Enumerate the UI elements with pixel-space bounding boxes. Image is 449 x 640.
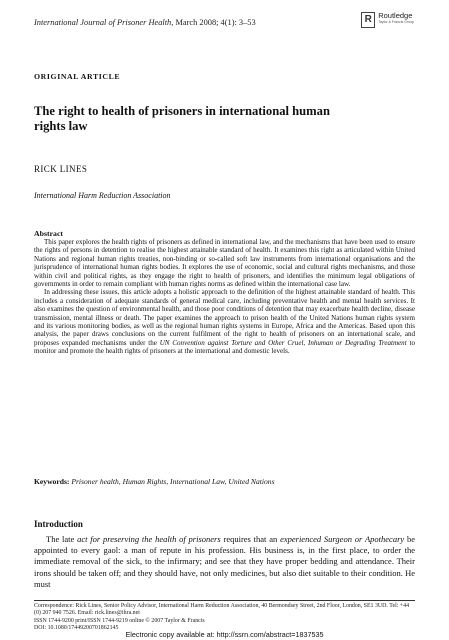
section-heading-introduction: Introduction <box>34 519 83 529</box>
introduction-paragraph <box>34 534 415 590</box>
article-type: ORIGINAL ARTICLE <box>34 72 121 81</box>
journal-issue: March 2008; 4(1): 3–53 <box>173 18 256 27</box>
publisher-logo <box>361 12 414 28</box>
logo-text <box>378 12 414 24</box>
journal-name: International Journal of Prisoner Health, <box>34 18 174 27</box>
keywords-list: Prisoner health, Human Rights, International Law, United Nations <box>69 477 275 486</box>
abstract <box>34 229 415 356</box>
intro-text-2: requires that an <box>220 534 281 544</box>
abstract-heading: Abstract <box>34 229 64 238</box>
issn-line: ISSN 1744-9200 print/ISSN 1744-9219 online © 2007 Taylor & Francis <box>34 618 205 624</box>
running-header <box>34 11 414 27</box>
routledge-logo-icon: R <box>361 12 375 28</box>
intro-italic-2: experienced Surgeon or Apothecary <box>280 534 405 544</box>
author-affiliation: International Harm Reduction Association <box>34 191 171 200</box>
article-title: The right to health of prisoners in international human rights law <box>34 104 330 133</box>
footnote-divider <box>34 600 415 601</box>
keywords <box>34 477 415 486</box>
abstract-paragraph-1: This paper explores the health rights of prisoners as defined in international law, and the mechanisms that have been used to ensure the rights of persons in detention to realise the highest attainable standard of health. It examines this right as articulated within United Nations and regional human rights treaties, non-binding or so-called soft law instruments from international organisations and the jurisprudence of international human rights bodies. It explores the use of economic, social and cultural rights mechanisms, and those within civil and political rights, as they engage the right to health of prisoners, and identifies the minimum legal obligations of governments in order to remain compliant with human rights norms as defined within the international case law. <box>34 238 415 289</box>
journal-citation <box>34 18 414 27</box>
abstract-p2-end: to monitor and promote the health rights of prisoners at the international and domestic levels. <box>34 338 415 356</box>
abstract-paragraph-2 <box>34 288 415 355</box>
ssrn-link[interactable]: Electronic copy available at: http://ssrn.com/abstract=1837535 <box>125 630 324 639</box>
publisher-name: Routledge <box>378 11 413 20</box>
intro-italic-1: act for preserving the health of prisoners <box>77 534 221 544</box>
publisher-subtitle: Taylor & Francis Group <box>378 19 414 24</box>
doi-line: DOI: 10.1080/17449200701862145 <box>34 625 119 632</box>
author-name: RICK LINES <box>34 164 88 174</box>
convention-title: UN Convention against Torture and Other Cruel, Inhuman or Degrading Treatment <box>159 338 407 347</box>
intro-text-3: be appointed to every gaol: a man of repute in his profession. His business is, in the first place, to order the immediate removal of the sick, to the infirmary; and see that they have proper bedding and attendance. Their irons should be taken off; and they should have, not only medicines, but also diet suitable to their condition. He must <box>34 534 415 589</box>
intro-text-1: The late <box>46 534 78 544</box>
correspondence-note: Correspondence: Rick Lines, Senior Policy Advisor, International Harm Reduction Association, 40 Bermondsey Street, 2nd Floor, London, SE1 3UD. Tel: +44 (0) 207 940 7526. Email: rick.lines@ihra.net <box>34 603 410 617</box>
abstract-p2-text: In addressing these issues, this article adopts a holistic approach to the definition of the highest attainable standard of health. This includes a consideration of adequate standards of general medical care, including preventative health and mental health services. It also examines the question of environmental health, and those poor conditions of detention that may exacerbate health decline, disease transmission, mental illness or death. The paper examines the approach to prison health of the United Nations human rights system and its various monitoring bodies, as well as the regional human rights systems in Europe, Africa and the Americas. Based upon this analysis, the paper draws conclusions on the current fulfilment of the right to health of prisoners on an international scale, and proposes expanded mechanisms under the <box>34 288 415 347</box>
keywords-label: Keywords: <box>34 477 70 486</box>
